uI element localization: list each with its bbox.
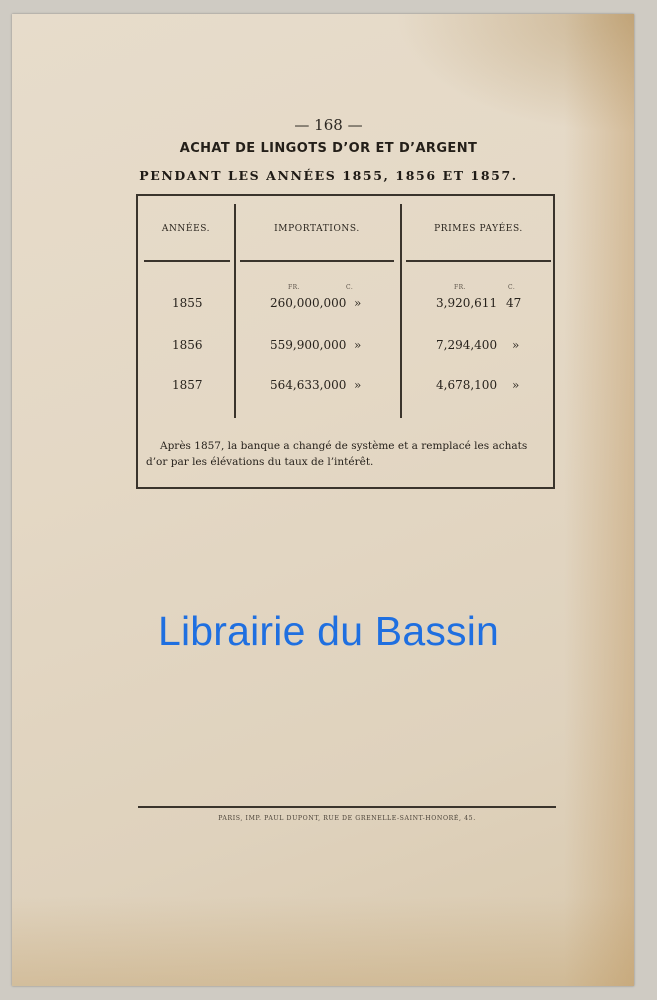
table-cell-year: 1855 [172, 296, 203, 310]
column-divider [400, 204, 402, 418]
paper-sheet [12, 14, 634, 986]
printer-imprint: PARIS, IMP. PAUL DUPONT, RUE DE GRENELLE-SAINT-HONORÉ, 45. [218, 815, 476, 822]
table-cell-primes: 3,920,611 [436, 296, 498, 310]
table-cell-primes: 7,294,400 [436, 338, 498, 352]
table-cell-year: 1857 [172, 378, 203, 392]
unit-centimes-imports: C. [346, 284, 354, 291]
watermark-text: Librairie du Bassin [157, 608, 500, 654]
table-cell-primes-c: 47 [506, 296, 522, 310]
page-number: — 168 — [294, 116, 363, 134]
table-cell-imports: 564,633,000 [270, 378, 347, 392]
data-table [136, 194, 555, 489]
table-cell-year: 1856 [172, 338, 203, 352]
paper-stain-bottom [12, 896, 634, 986]
table-cell-imports-c: » [354, 378, 362, 392]
table-cell-primes: 4,678,100 [436, 378, 498, 392]
unit-centimes-primes: C. [508, 284, 516, 291]
header-rule [406, 260, 551, 262]
table-footnote: Après 1857, la banque a changé de système et a remplacé les achats d’or par les élévations du taux de l’intérêt. [146, 440, 528, 468]
unit-francs-primes: FR. [454, 284, 467, 291]
table-cell-imports-c: » [354, 338, 362, 352]
paper-stain-right [564, 14, 634, 986]
table-cell-imports-c: » [354, 296, 362, 310]
page-subtitle: PENDANT LES ANNÉES 1855, 1856 ET 1857. [139, 168, 518, 183]
header-rule [240, 260, 394, 262]
header-years: ANNÉES. [161, 224, 211, 234]
header-imports: IMPORTATIONS. [274, 224, 360, 234]
table-cell-primes-c: » [512, 378, 520, 392]
table-cell-imports: 559,900,000 [270, 338, 347, 352]
page-title: ACHAT DE LINGOTS D’OR ET D’ARGENT [179, 141, 478, 156]
table-cell-primes-c: » [512, 338, 520, 352]
column-divider [234, 204, 236, 418]
table-cell-imports: 260,000,000 [270, 296, 347, 310]
unit-francs-imports: FR. [288, 284, 301, 291]
header-rule [144, 260, 230, 262]
header-primes: PRIMES PAYÉES. [434, 224, 523, 234]
imprint-rule [138, 806, 556, 808]
